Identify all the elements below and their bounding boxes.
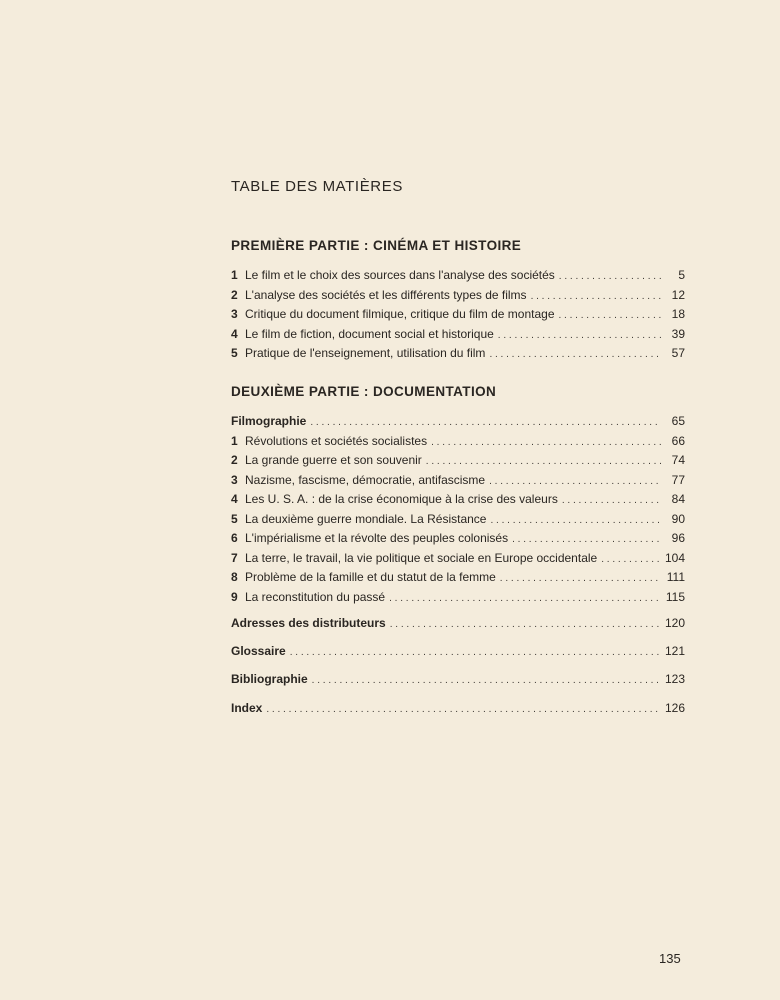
entry-page: 12 — [671, 287, 685, 302]
dot-leader — [489, 472, 661, 492]
entry-page: 126 — [664, 701, 685, 715]
entry-title: Nazisme, fascisme, démocratie, antifascisme — [245, 472, 486, 487]
entry-number: 3 — [231, 307, 238, 321]
dot-leader — [426, 452, 661, 472]
toc-entry — [231, 588, 685, 608]
entry-number: 2 — [231, 287, 238, 302]
entry-title: La deuxième guerre mondiale. La Résistance — [245, 511, 487, 526]
entry-page: 90 — [671, 511, 685, 526]
entry-page: 74 — [671, 453, 685, 467]
entry-title: L'impérialisme et la révolte des peuples colonisés — [245, 531, 509, 545]
toc-entry-annex — [231, 614, 685, 634]
entry-title: Pratique de l'enseignement, utilisation du film — [245, 346, 486, 360]
toc-entry-annex — [231, 642, 685, 662]
entry-title: Filmographie — [231, 414, 307, 428]
entry-page: 121 — [664, 644, 685, 658]
entry-page: 120 — [664, 616, 685, 630]
entry-number: 4 — [231, 492, 238, 506]
toc-entry — [231, 432, 685, 452]
entry-number: 3 — [231, 472, 238, 487]
entry-page: 104 — [664, 550, 685, 565]
dot-leader — [310, 413, 661, 433]
toc-entry-filmographie — [231, 412, 685, 432]
entry-page: 115 — [665, 589, 685, 604]
toc-entry — [231, 451, 685, 471]
dot-leader — [390, 615, 661, 635]
toc-entry — [231, 266, 685, 286]
dot-leader — [601, 550, 661, 570]
toc-entry — [231, 286, 685, 306]
toc-entry-annex — [231, 699, 685, 719]
entry-title: Glossaire — [231, 644, 286, 658]
entry-title: La reconstitution du passé — [245, 589, 386, 604]
entry-title: La terre, le travail, la vie politique et sociale en Europe occidentale — [245, 550, 598, 565]
part1-list — [231, 266, 685, 364]
entry-number: 1 — [231, 268, 238, 282]
annex-distributeurs — [231, 614, 685, 634]
entry-number: 5 — [231, 511, 238, 526]
entry-title: Révolutions et sociétés socialistes — [245, 433, 428, 448]
entry-page: 18 — [671, 307, 685, 321]
dot-leader — [266, 700, 661, 720]
annex-glossaire — [231, 642, 685, 662]
dot-leader — [389, 589, 661, 609]
annex-bibliographie — [231, 670, 685, 690]
entry-title: Critique du document filmique, critique du film de montage — [245, 307, 555, 321]
toc-entry — [231, 471, 685, 491]
dot-leader — [490, 511, 661, 531]
part1-heading: PREMIÈRE PARTIE : CINÉMA ET HISTOIRE — [231, 238, 522, 253]
entry-title: La grande guerre et son souvenir — [245, 453, 422, 467]
toc-entry — [231, 568, 685, 588]
toc-entry — [231, 305, 685, 325]
entry-page: 57 — [671, 346, 685, 360]
dot-leader — [559, 267, 661, 287]
entry-page: 96 — [671, 531, 685, 545]
toc-entry — [231, 325, 685, 345]
entry-number: 4 — [231, 326, 238, 341]
toc-entry — [231, 510, 685, 530]
dot-leader — [290, 643, 661, 663]
entry-number: 1 — [231, 433, 238, 448]
entry-title: Les U. S. A. : de la crise économique à la crise des valeurs — [245, 492, 558, 506]
entry-number: 6 — [231, 531, 238, 545]
entry-page: 66 — [671, 433, 685, 448]
entry-number: 2 — [231, 453, 238, 467]
part2-list — [231, 412, 685, 607]
annex-index — [231, 699, 685, 719]
entry-number: 9 — [231, 589, 238, 604]
dot-leader — [562, 491, 661, 511]
dot-leader — [498, 326, 661, 346]
entry-title: L'analyse des sociétés et les différents types de films — [245, 287, 527, 302]
entry-title: Le film de fiction, document social et historique — [245, 326, 494, 341]
entry-title: Adresses des distributeurs — [231, 616, 386, 630]
toc-entry-annex — [231, 670, 685, 690]
dot-leader — [559, 306, 662, 326]
entry-number: 7 — [231, 550, 238, 565]
entry-title: Bibliographie — [231, 672, 308, 686]
dot-leader — [312, 671, 661, 691]
entry-page: 111 — [666, 570, 685, 584]
page-number: 135 — [659, 951, 681, 966]
dot-leader — [489, 345, 661, 365]
part2-heading: DEUXIÈME PARTIE : DOCUMENTATION — [231, 384, 497, 399]
toc-entry — [231, 344, 685, 364]
toc-entry — [231, 549, 685, 569]
entry-page: 123 — [664, 672, 685, 686]
entry-page: 65 — [671, 414, 685, 428]
dot-leader — [512, 530, 661, 550]
dot-leader — [531, 287, 661, 307]
toc-entry — [231, 490, 685, 510]
page-title: TABLE DES MATIÈRES — [231, 178, 403, 195]
toc-entry — [231, 529, 685, 549]
dot-leader — [500, 569, 661, 589]
entry-page: 39 — [671, 326, 685, 341]
entry-number: 8 — [231, 570, 238, 584]
entry-title: Index — [231, 701, 263, 715]
entry-title: Problème de la famille et du statut de la femme — [245, 570, 496, 584]
dot-leader — [431, 433, 661, 453]
entry-page: 84 — [671, 492, 685, 506]
entry-number: 5 — [231, 346, 238, 360]
entry-page: 5 — [678, 268, 685, 282]
entry-title: Le film et le choix des sources dans l'analyse des sociétés — [245, 268, 555, 282]
entry-page: 77 — [671, 472, 685, 487]
